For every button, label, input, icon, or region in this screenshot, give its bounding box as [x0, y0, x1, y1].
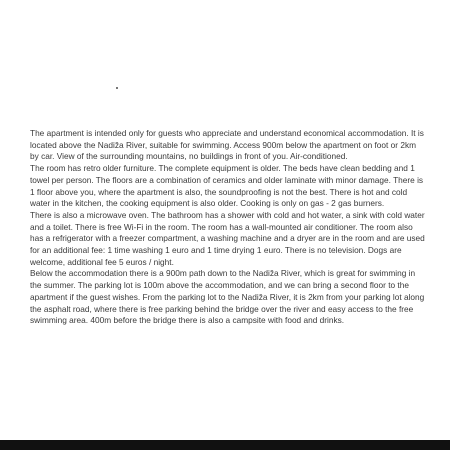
description-paragraph-4: Below the accommodation there is a 900m path down to the Nadiža River, which is great for swimming in the summer. The parking lot is 100m above the accommodation, and we can bring a second floor to the apartment if the guest wishes. From the parking lot to the Nadiža River, it is 2km from your parking lot along the asphalt road, where there is free parking behind the bridge over the river and easy access to the free swimming area. 400m before the bridge there is also a campsite with food and drinks. — [30, 268, 425, 326]
listing-description — [30, 128, 426, 327]
description-paragraph-2: The room has retro older furniture. The complete equipment is older. The beds have clean bedding and 1 towel per person. The floors are a combination of ceramics and older laminate with minor damage. There is 1 floor above you, where the apartment is also, the soundproofing is not the best. There is hot and cold water in the kitchen, the cooking equipment is also older. Cooking is only on gas - 2 gas burners. — [30, 163, 424, 209]
bottom-bar — [0, 440, 450, 450]
description-paragraph-3: There is also a microwave oven. The bathroom has a shower with cold and hot water, a sink with cold water and a toilet. There is free Wi-Fi in the room. The room has a wall-mounted air conditioner. The room also has a refrigerator with a freezer compartment, a washing machine and a dryer are in the room and are used for an additional fee: 1 time washing 1 euro and 1 time drying 1 euro. There is no television. Dogs are welcome, additional fee 5 euros / night. — [30, 209, 425, 267]
stray-mark — [116, 87, 118, 89]
description-paragraph-1: The apartment is intended only for guests who appreciate and understand economical accommodation. It is located above the Nadiža River, suitable for swimming. Access 900m below the apartment on foot or 2km by car. View of the surrounding mountains, no buildings in front of you. Air-conditioned. — [30, 128, 424, 162]
